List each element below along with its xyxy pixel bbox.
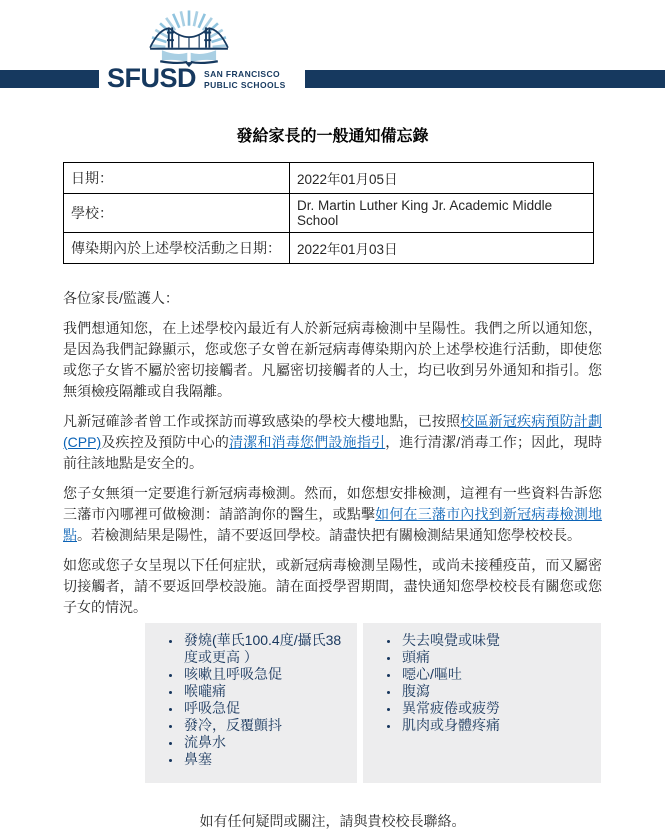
paragraph-testing xyxy=(63,483,602,546)
symptom-item: • 失去嗅覺或味覺 xyxy=(400,632,595,649)
greeting: 各位家長/監護人： xyxy=(63,290,179,306)
symptom-item: • 發冷，反覆顫抖 xyxy=(182,717,351,734)
symptom-item: • 發燒(華氏100.4度/攝氏38度或更高 ） xyxy=(182,632,351,666)
symptom-list-right xyxy=(363,632,595,734)
cpp-plan-link[interactable]: 校區新冠疾病預防計劃 (CPP) xyxy=(63,413,602,450)
symptom-item: • 喉嚨痛 xyxy=(182,683,351,700)
table-row-date xyxy=(64,163,594,194)
memo-content xyxy=(0,126,665,831)
logo-acronym: SFUSD xyxy=(107,63,197,93)
paragraph-cleaning xyxy=(63,411,602,474)
row-label: 日期： xyxy=(64,163,290,194)
logo-name-line2: PUBLIC SCHOOLS xyxy=(204,79,286,90)
symptom-item: • 呼吸急促 xyxy=(182,700,351,717)
info-table xyxy=(63,162,594,264)
symptom-box xyxy=(145,623,602,783)
header xyxy=(0,0,665,105)
symptom-list-left xyxy=(145,632,351,768)
symptom-item: • 流鼻水 xyxy=(182,734,351,751)
paragraph-notification: 我們想通知您，在上述學校內最近有人於新冠病毒檢測中呈陽性。我們之所以通知您，是因為我們記錄顯示，您或您子女曾在新冠病毒傳染期內於上述學校進行活動，即使您或您子女皆不屬於密切接觸者。凡屬密切接觸者的人士，均已收到另外通知和指引。您無須檢疫隔離或自我隔離。 xyxy=(63,320,602,399)
table-row-activity-date xyxy=(64,233,594,264)
paragraph-text: 及疾控及預防中心的 xyxy=(101,434,230,450)
table-row-school xyxy=(64,194,594,233)
logo-name xyxy=(204,65,286,90)
paragraph-text: ，進行清潔/消毒工作；因此，現時前往該地點是安全的。 xyxy=(63,434,603,471)
symptom-item: • 頭痛 xyxy=(400,649,595,666)
paragraph-text: 凡新冠確診者曾工作或探訪而導致感染的學校大樓地點，已按照 xyxy=(63,413,461,429)
sfusd-logo xyxy=(99,2,305,95)
paragraph-text: 您子女無須一定要進行新冠病毒檢測。然而，如您想安排檢測，這裡有一些資料告訴您三藩市內哪裡可做檢測：請諮詢你的醫生，或點擊 xyxy=(63,485,602,522)
testing-locations-link[interactable]: 如何在三藩市內找到新冠病毒檢測地點 xyxy=(63,506,603,543)
row-label: 傳染期內於上述學校活動之日期： xyxy=(64,233,290,264)
footer-note: 如有任何疑問或關注，請與貴校校長聯絡。 xyxy=(199,813,466,829)
row-value: 2022年01月03日 xyxy=(290,233,594,264)
symptom-item: • 鼻塞 xyxy=(182,751,351,768)
symptom-item: • 腹瀉 xyxy=(400,683,595,700)
symptom-cell-left xyxy=(145,623,357,783)
symptom-item: • 異常疲倦或疲勞 xyxy=(400,700,595,717)
row-value: Dr. Martin Luther King Jr. Academic Middle School xyxy=(290,194,594,233)
symptom-item: • 咳嗽且呼吸急促 xyxy=(182,666,351,683)
row-value: 2022年01月05日 xyxy=(290,163,594,194)
sfusd-logo-graphic-icon xyxy=(119,2,259,68)
logo-wordmark xyxy=(103,65,301,92)
cleaning-guidelines-link[interactable]: 清潔和消毒您們設施指引 xyxy=(229,434,386,450)
paragraph-text: 。若檢測結果是陽性，請不要返回學校。請盡快把有關檢測結果通知您學校校長。 xyxy=(77,527,581,543)
logo-name-line1: SAN FRANCISCO xyxy=(204,69,281,79)
row-label: 學校： xyxy=(64,194,290,233)
symptom-cell-right xyxy=(363,623,601,783)
symptom-item: • 肌肉或身體疼痛 xyxy=(400,717,595,734)
page-title: 發給家長的一般通知備忘錄 xyxy=(236,128,429,145)
paragraph-symptoms-warning: 如您或您子女呈現以下任何症狀，或新冠病毒檢測呈陽性，或尚未接種疫苗，而又屬密切接觸者，請不要返回學校設施。請在面授學習期間，盡快通知您學校校長有關您或您子女的情況。 xyxy=(63,557,602,615)
symptom-item: • 噁心/嘔吐 xyxy=(400,666,595,683)
